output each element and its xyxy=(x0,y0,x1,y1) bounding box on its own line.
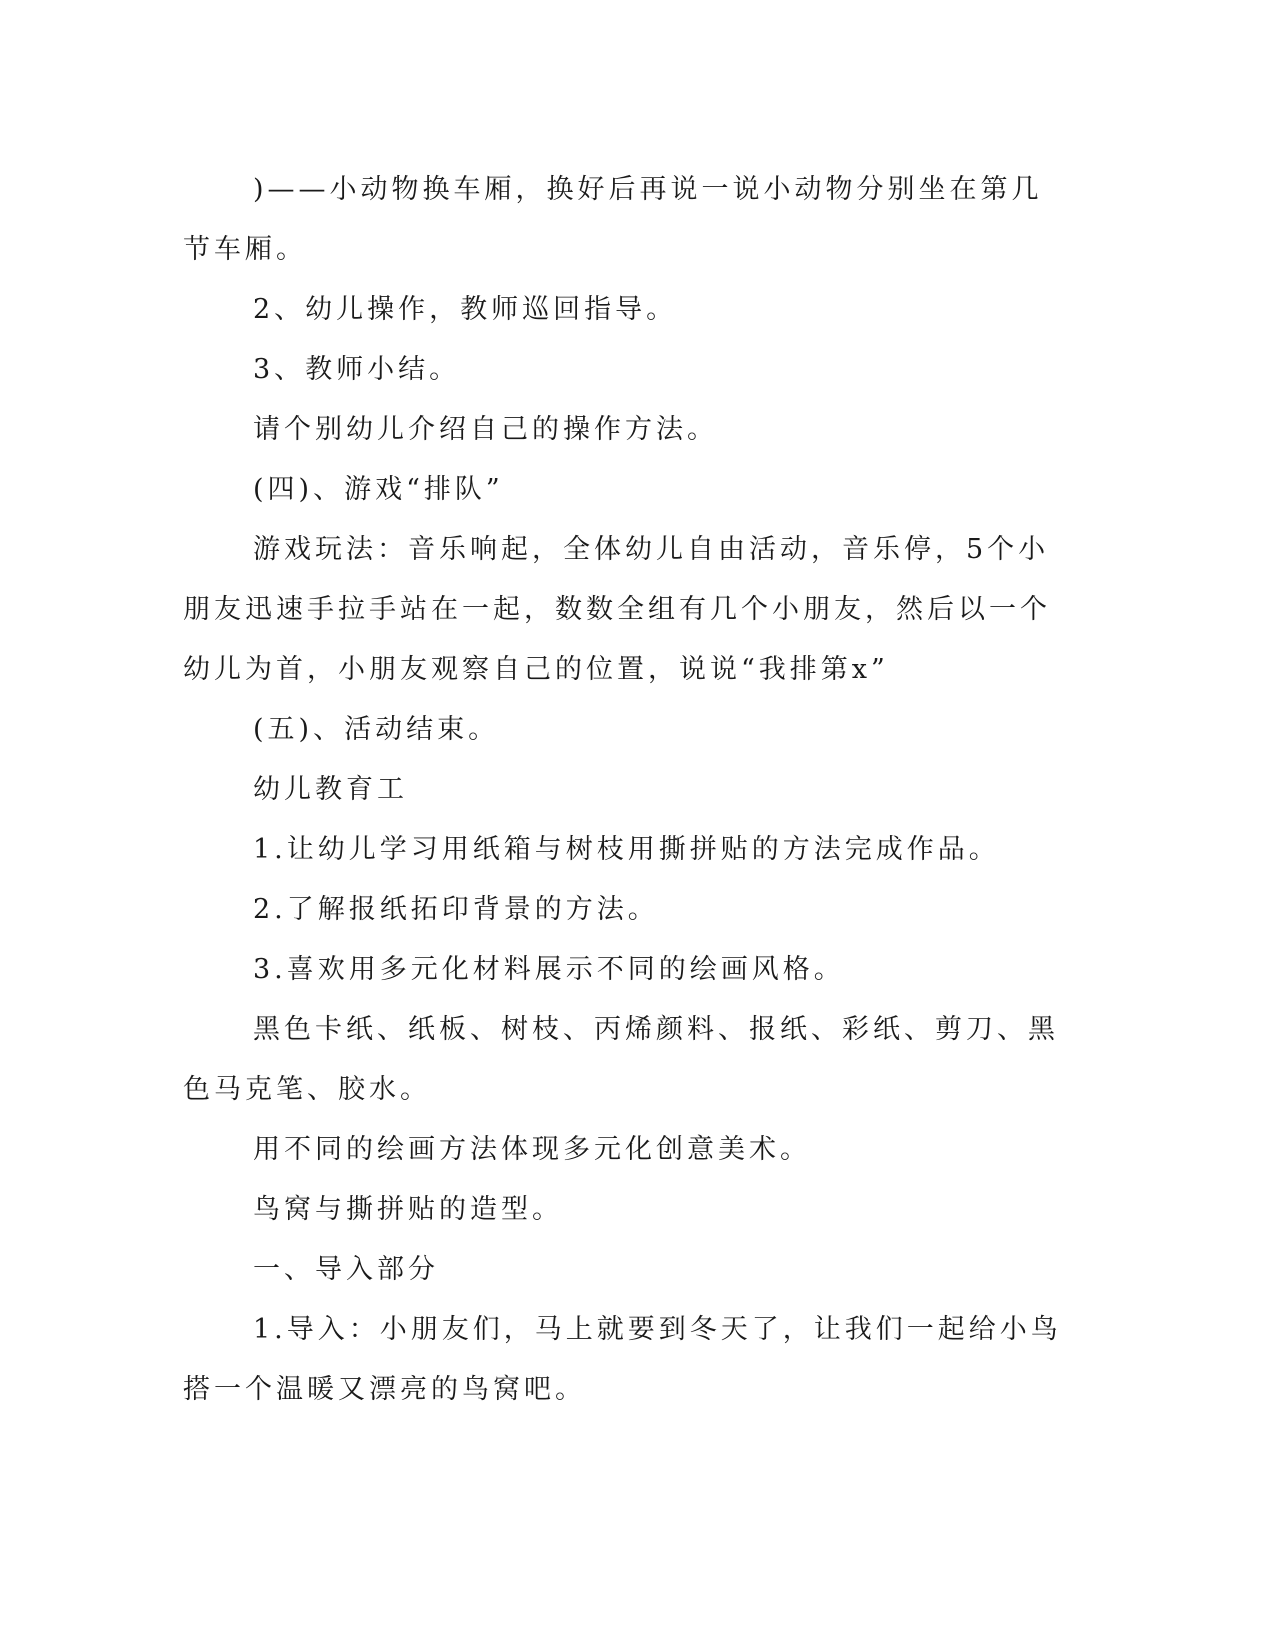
section-heading: (五)、活动结束。 xyxy=(253,714,500,745)
paragraph: )——小动物换车厢，换好后再说一说小动物分别坐在第几节车厢。 xyxy=(183,174,1043,265)
paragraph: 3.喜欢用多元化材料展示不同的绘画风格。 xyxy=(253,954,845,985)
paragraph: 游戏玩法：音乐响起，全体幼儿自由活动，音乐停，5个小朋友迅速手拉手站在一起，数数全组有几个小朋友，然后以一个幼儿为首，小朋友观察自己的位置，说说“我排第x” xyxy=(183,534,1051,685)
paragraph: 3、教师小结。 xyxy=(253,354,461,385)
section-heading: (四)、游戏“排队” xyxy=(253,474,504,505)
paragraph: 1.导入：小朋友们，马上就要到冬天了，让我们一起给小鸟搭一个温暖又漂亮的鸟窝吧。 xyxy=(183,1314,1062,1405)
document-body xyxy=(183,160,1063,1420)
section-heading: 一、导入部分 xyxy=(253,1254,439,1285)
paragraph: 黑色卡纸、纸板、树枝、丙烯颜料、报纸、彩纸、剪刀、黑色马克笔、胶水。 xyxy=(183,1014,1059,1105)
paragraph: 1.让幼儿学习用纸箱与树枝用撕拼贴的方法完成作品。 xyxy=(253,834,1000,865)
paragraph: 幼儿教育工 xyxy=(253,774,408,805)
paragraph: 用不同的绘画方法体现多元化创意美术。 xyxy=(253,1134,811,1165)
paragraph: 鸟窝与撕拼贴的造型。 xyxy=(253,1194,563,1225)
paragraph: 2.了解报纸拓印背景的方法。 xyxy=(253,894,659,925)
paragraph: 2、幼儿操作，教师巡回指导。 xyxy=(253,294,678,325)
paragraph: 请个别幼儿介绍自己的操作方法。 xyxy=(253,414,718,445)
